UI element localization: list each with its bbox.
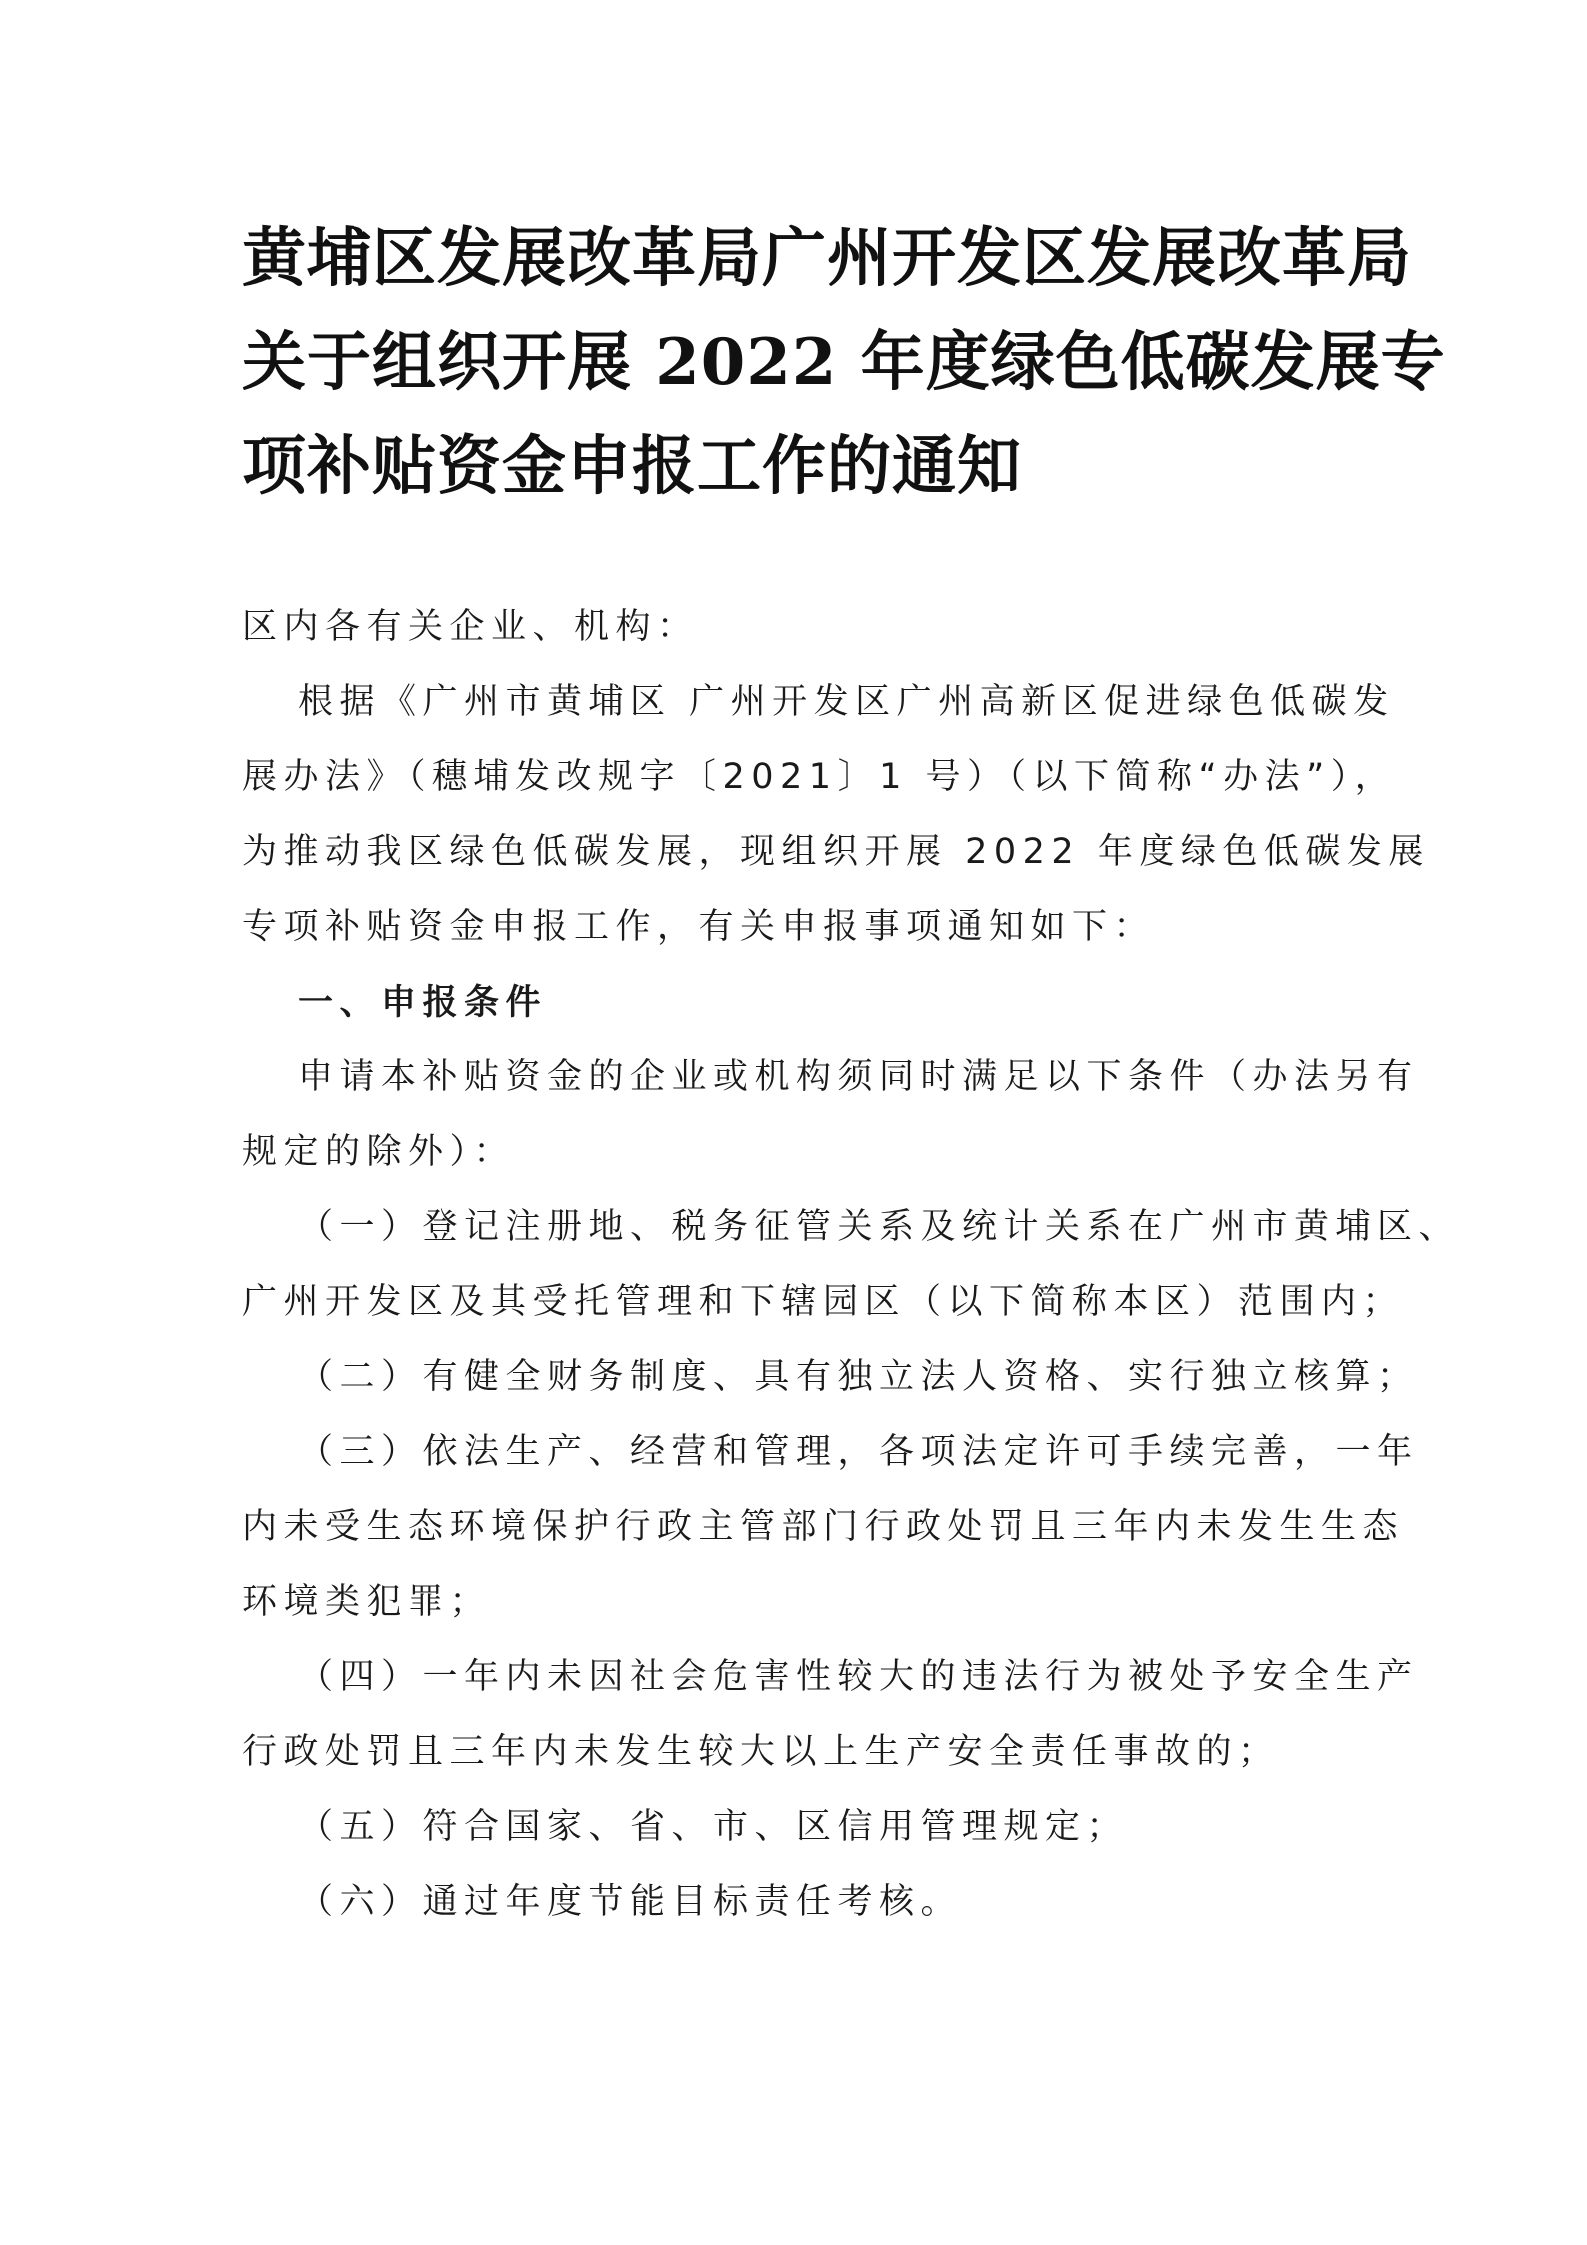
document-title — [242, 207, 1446, 519]
section-heading: 一、申报条件 — [298, 982, 548, 1023]
intro-line: 根据《广州市黄埔区 广州开发区广州高新区促进绿色低碳发 — [298, 682, 1395, 722]
intro-line: 展办法》（穗埔发改规字〔2021〕1 号）（以下简称“办法”）， — [242, 757, 1397, 797]
condition-4-line: （四）一年内未因社会危害性较大的违法行为被处予安全生产 — [298, 1657, 1419, 1697]
condition-3-line: 环境类犯罪； — [242, 1582, 492, 1622]
title-line-3: 项补贴资金申报工作的通知 — [242, 429, 1022, 504]
condition-2-line: （二）有健全财务制度、具有独立法人资格、实行独立核算； — [298, 1357, 1419, 1397]
condition-1-line: 广州开发区及其受托管理和下辖园区（以下简称本区）范围内； — [242, 1282, 1405, 1322]
document-body — [242, 590, 1461, 1940]
section-intro-line: 申请本补贴资金的企业或机构须同时满足以下条件（办法另有 — [298, 1057, 1419, 1097]
condition-1-line: （一）登记注册地、税务征管关系及统计关系在广州市黄埔区、 — [298, 1207, 1461, 1247]
condition-6-line: （六）通过年度节能目标责任考核。 — [298, 1882, 963, 1922]
section-intro-line: 规定的除外）： — [242, 1132, 516, 1172]
condition-4-line: 行政处罚且三年内未发生较大以上生产安全责任事故的； — [242, 1732, 1280, 1772]
condition-5-line: （五）符合国家、省、市、区信用管理规定； — [298, 1807, 1129, 1847]
intro-line: 为推动我区绿色低碳发展，现组织开展 2022 年度绿色低碳发展 — [242, 832, 1430, 872]
condition-3-line: 内未受生态环境保护行政主管部门行政处罚且三年内未发生生态 — [242, 1507, 1405, 1547]
title-line-2: 关于组织开展 2022 年度绿色低碳发展专 — [242, 325, 1446, 400]
salutation: 区内各有关企业、机构： — [242, 607, 699, 647]
condition-3-line: （三）依法生产、经营和管理，各项法定许可手续完善，一年 — [298, 1432, 1419, 1472]
intro-line: 专项补贴资金申报工作，有关申报事项通知如下： — [242, 907, 1156, 947]
title-line-1: 黄埔区发展改革局广州开发区发展改革局 — [242, 221, 1412, 296]
